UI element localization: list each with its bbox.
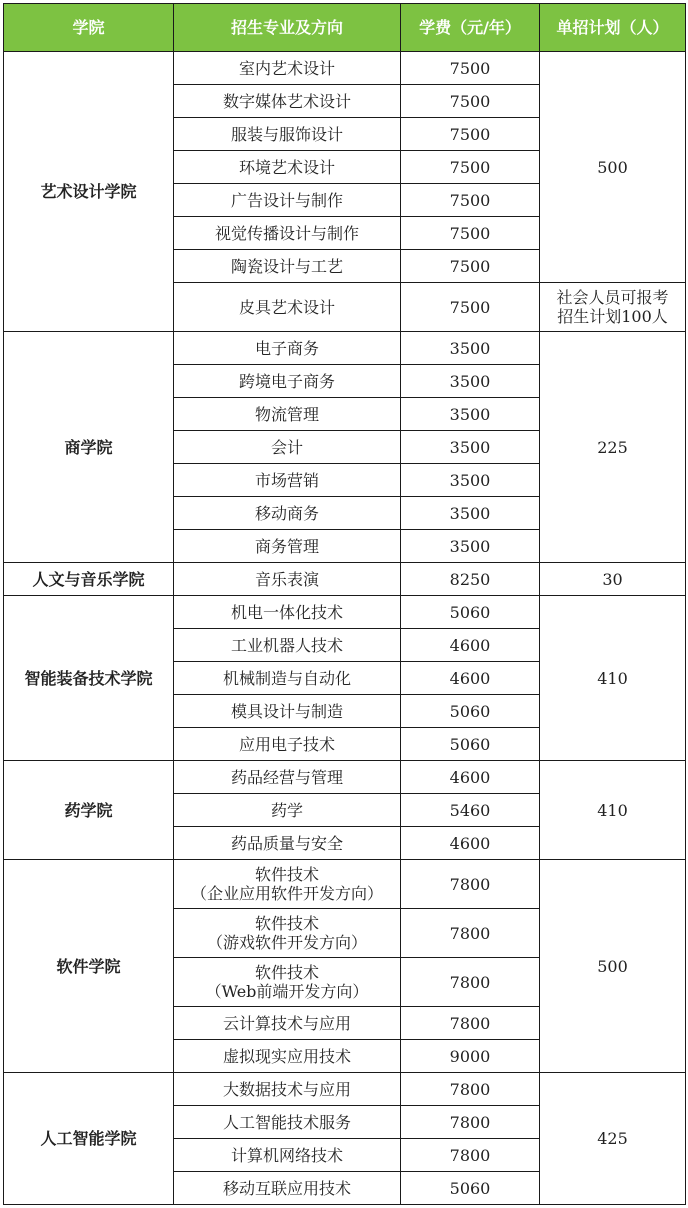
- tuition-fee: 3500: [401, 530, 540, 563]
- header-major: 招生专业及方向: [174, 4, 401, 52]
- tuition-fee: 7500: [401, 250, 540, 283]
- major-name: [174, 761, 401, 794]
- major-line: 机电一体化技术: [230, 602, 343, 622]
- major-name: [174, 794, 401, 827]
- major-name: [174, 184, 401, 217]
- tuition-fee: 7500: [401, 85, 540, 118]
- major-line: 室内艺术设计: [238, 58, 335, 78]
- enrollment-plan: 500: [540, 860, 686, 1073]
- tuition-fee: 7800: [401, 860, 540, 909]
- major-name: [174, 662, 401, 695]
- major-name: [174, 250, 401, 283]
- tuition-fee: 7500: [401, 118, 540, 151]
- major-name: [174, 52, 401, 85]
- tuition-fee: 5060: [401, 728, 540, 761]
- major-line: 皮具艺术设计: [238, 297, 335, 317]
- major-name: [174, 118, 401, 151]
- major-name: [174, 365, 401, 398]
- major-line: 软件技术: [254, 865, 319, 884]
- major-line: 跨境电子商务: [238, 371, 335, 391]
- college-name: 人文与音乐学院: [4, 563, 174, 596]
- tuition-fee: 5060: [401, 596, 540, 629]
- major-line: 环境艺术设计: [238, 157, 335, 177]
- enrollment-plan: 410: [540, 761, 686, 860]
- major-name: [174, 431, 401, 464]
- plan-note: [540, 283, 686, 332]
- major-name: [174, 827, 401, 860]
- table-row: [4, 596, 686, 629]
- tuition-fee: 7800: [401, 1073, 540, 1106]
- major-name: [174, 1139, 401, 1172]
- table-row: [4, 332, 686, 365]
- major-name: [174, 464, 401, 497]
- header-plan: 单招计划（人）: [540, 4, 686, 52]
- major-name: [174, 85, 401, 118]
- tuition-fee: 7500: [401, 52, 540, 85]
- college-name: 智能装备技术学院: [4, 596, 174, 761]
- major-name: [174, 1073, 401, 1106]
- major-line: 机械制造与自动化: [222, 668, 351, 688]
- major-line: 音乐表演: [254, 569, 319, 589]
- major-line: 工业机器人技术: [230, 635, 343, 655]
- table-row: [4, 52, 686, 85]
- major-name: [174, 596, 401, 629]
- major-line: 移动商务: [254, 503, 319, 523]
- major-name: [174, 217, 401, 250]
- major-line: 人工智能技术服务: [222, 1112, 351, 1132]
- tuition-fee: 5060: [401, 1172, 540, 1205]
- tuition-fee: 4600: [401, 662, 540, 695]
- major-line: 视觉传播设计与制作: [214, 223, 359, 243]
- major-line: 软件技术: [254, 963, 319, 982]
- tuition-fee: 5460: [401, 794, 540, 827]
- major-line: （Web前端开发方向）: [205, 982, 369, 1001]
- tuition-fee: 7800: [401, 958, 540, 1007]
- major-line: 物流管理: [254, 404, 319, 424]
- college-name: 药学院: [4, 761, 174, 860]
- table-row: [4, 860, 686, 909]
- table-row: [4, 1073, 686, 1106]
- tuition-fee: 7800: [401, 909, 540, 958]
- college-name: 艺术设计学院: [4, 52, 174, 332]
- major-line: 商务管理: [254, 536, 319, 556]
- enrollment-plan-table: [3, 3, 686, 1205]
- major-name: [174, 728, 401, 761]
- enrollment-plan: 225: [540, 332, 686, 563]
- college-name: 软件学院: [4, 860, 174, 1073]
- enrollment-plan: 30: [540, 563, 686, 596]
- major-name: [174, 909, 401, 958]
- major-name: [174, 629, 401, 662]
- table-body: [4, 52, 686, 1205]
- major-line: 会计: [270, 437, 303, 457]
- major-line: 陶瓷设计与工艺: [230, 256, 343, 276]
- major-line: 移动互联应用技术: [222, 1178, 351, 1198]
- plan-note-line: 招生计划100人: [557, 307, 668, 326]
- major-line: 药学: [270, 800, 303, 820]
- tuition-fee: 4600: [401, 827, 540, 860]
- header-fee: 学费（元/年）: [401, 4, 540, 52]
- tuition-fee: 7500: [401, 184, 540, 217]
- tuition-fee: 7500: [401, 283, 540, 332]
- major-line: 大数据技术与应用: [222, 1079, 351, 1099]
- tuition-fee: 8250: [401, 563, 540, 596]
- major-name: [174, 332, 401, 365]
- major-name: [174, 1040, 401, 1073]
- header-college: 学院: [4, 4, 174, 52]
- major-line: 电子商务: [254, 338, 319, 358]
- tuition-fee: 3500: [401, 332, 540, 365]
- tuition-fee: 7800: [401, 1106, 540, 1139]
- tuition-fee: 7500: [401, 217, 540, 250]
- enrollment-plan: 410: [540, 596, 686, 761]
- major-line: （企业应用软件开发方向）: [190, 884, 383, 903]
- college-name: 商学院: [4, 332, 174, 563]
- major-name: [174, 695, 401, 728]
- tuition-fee: 9000: [401, 1040, 540, 1073]
- major-line: 云计算技术与应用: [222, 1013, 351, 1033]
- header-row: [4, 4, 686, 52]
- tuition-fee: 4600: [401, 761, 540, 794]
- major-line: （游戏软件开发方向）: [206, 933, 367, 952]
- major-name: [174, 283, 401, 332]
- major-line: 模具设计与制造: [230, 701, 343, 721]
- major-line: 服装与服饰设计: [230, 124, 343, 144]
- major-name: [174, 1106, 401, 1139]
- major-name: [174, 1172, 401, 1205]
- tuition-fee: 3500: [401, 398, 540, 431]
- table-row: [4, 563, 686, 596]
- major-line: 应用电子技术: [238, 734, 335, 754]
- major-name: [174, 860, 401, 909]
- tuition-fee: 3500: [401, 497, 540, 530]
- major-line: 广告设计与制作: [230, 190, 343, 210]
- tuition-fee: 7800: [401, 1139, 540, 1172]
- major-name: [174, 151, 401, 184]
- major-name: [174, 497, 401, 530]
- major-name: [174, 530, 401, 563]
- major-line: 软件技术: [254, 914, 319, 933]
- enrollment-plan: 500: [540, 52, 686, 283]
- college-name: 人工智能学院: [4, 1073, 174, 1205]
- major-name: [174, 958, 401, 1007]
- tuition-fee: 4600: [401, 629, 540, 662]
- major-line: 虚拟现实应用技术: [222, 1046, 351, 1066]
- plan-note-line: 社会人员可报考: [556, 288, 669, 307]
- major-name: [174, 1007, 401, 1040]
- tuition-fee: 3500: [401, 365, 540, 398]
- major-line: 药品质量与安全: [230, 833, 343, 853]
- table-row: [4, 761, 686, 794]
- enrollment-plan: 425: [540, 1073, 686, 1205]
- tuition-fee: 3500: [401, 464, 540, 497]
- major-name: [174, 398, 401, 431]
- major-line: 数字媒体艺术设计: [222, 91, 351, 111]
- tuition-fee: 7800: [401, 1007, 540, 1040]
- tuition-fee: 7500: [401, 151, 540, 184]
- tuition-fee: 3500: [401, 431, 540, 464]
- major-line: 药品经营与管理: [230, 767, 343, 787]
- tuition-fee: 5060: [401, 695, 540, 728]
- major-line: 计算机网络技术: [230, 1145, 343, 1165]
- major-line: 市场营销: [254, 470, 319, 490]
- major-name: [174, 563, 401, 596]
